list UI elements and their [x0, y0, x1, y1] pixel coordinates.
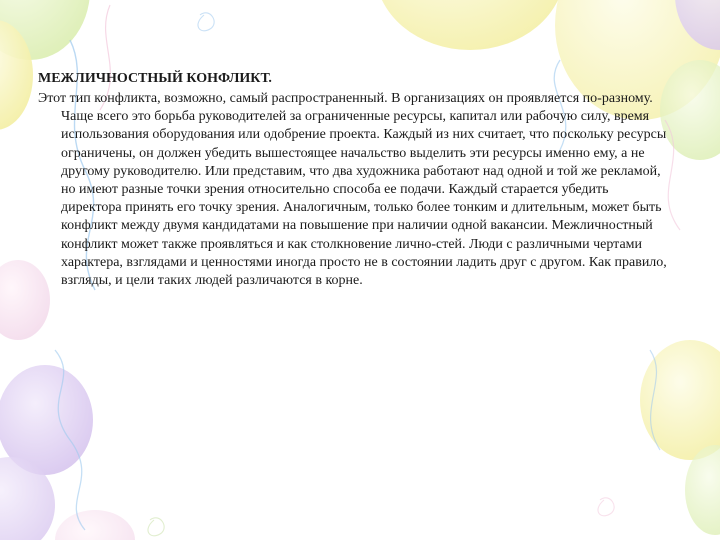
- slide-content: [38, 70, 670, 290]
- bottom-right-balloons: [640, 340, 720, 535]
- slide-body-text: Этот тип конфликта, возможно, самый распространенный. В организациях он проявляется по-разному. Чаще всего это борьба руководителей за ограниченные ресурсы, капитал или рабочую силу, время использования оборудования или одобрение проекта. Каждый из них считает, что поскольку ресурсы ограничены, он должен убедить вышестоящее начальство выделить эти ресурсы именно ему, а не другому руководителю. Или представим, что два художника работают над одной и той же рекламой, но имеют разные точки зрения относительно способа ее подачи. Каждый старается убедить директора принять его точку зрения. Аналогичным, только более тонким и длительным, может быть конфликт между двумя кандидатами на повышение при наличии одной вакансии. Межличностный конфликт может также проявляться и как столкновение лично-стей. Люди с различными чертами характера, взглядами и ценностями иногда просто не в состоянии ладить друг с другом. Как правило, взгляды, и цели таких людей различаются в корне.: [38, 91, 667, 289]
- slide-title: МЕЖЛИЧНОСТНЫЙ КОНФЛИКТ.: [38, 71, 272, 86]
- left-balloons: [0, 260, 135, 540]
